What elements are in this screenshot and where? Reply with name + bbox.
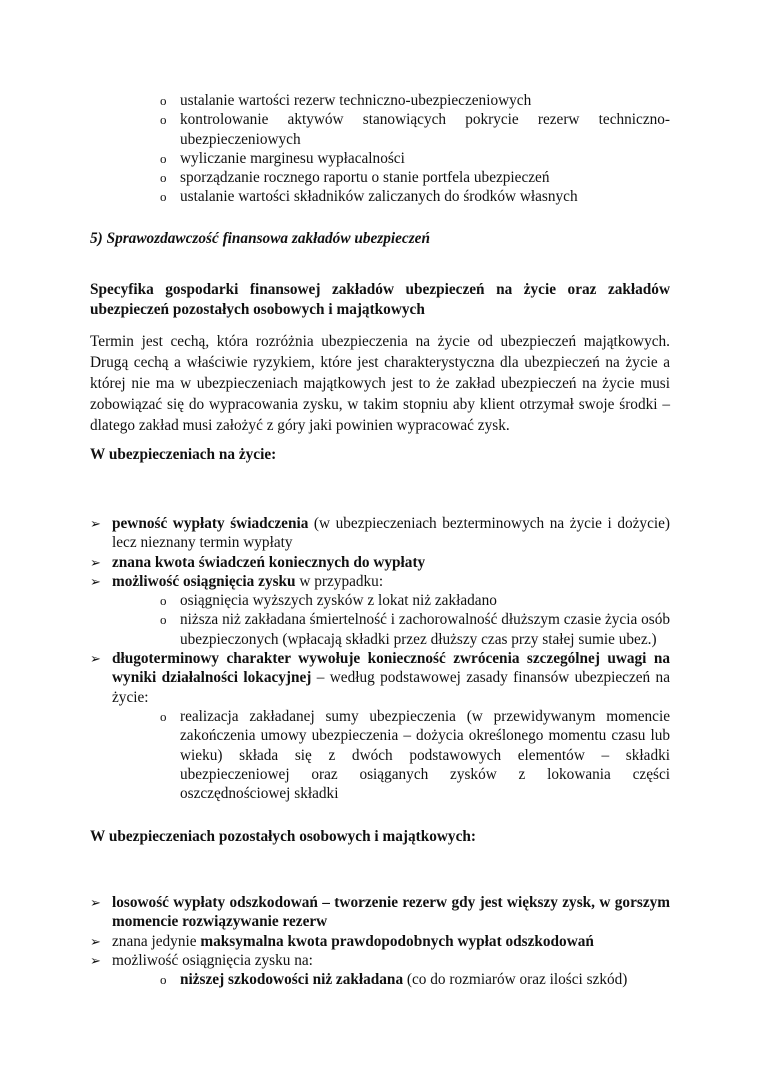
arrow-bullet-icon: ➢ [90,573,101,589]
item-bold-text: możliwość osiągnięcia zysku [112,572,296,590]
list-item [90,610,670,649]
arrow-bullet-icon: ➢ [90,651,101,667]
circle-bullet-icon: o [160,93,167,108]
item-text: (w ubezpieczeniach bezterminowych na życie i dożycie) lecz nieznany termin wypłaty [112,515,670,552]
item-text: – według podstawowej zasady finansów ubezpieczeń na życie: [112,669,670,706]
list-item [90,591,670,610]
arrow-bullet-icon: ➢ [90,952,101,968]
life-list [90,514,670,803]
circle-bullet-icon: o [160,708,167,724]
list-item [90,572,670,591]
list-item [90,514,670,553]
circle-bullet-icon: o [160,112,167,128]
circle-bullet-icon: o [160,170,167,186]
list-item [90,893,670,932]
item-text: niższa niż zakładana śmiertelność i zachorowalność dłuższym czasie życia osób ubezpieczonych (wpłacają składki przez dłuższy czas przy stałej sumie ubez.) [180,611,670,648]
list-item [90,168,670,187]
arrow-bullet-icon: ➢ [90,554,101,570]
top-sublist [90,91,670,207]
other-heading: W ubezpieczeniach pozostałych osobowych i majątkowych: [90,828,476,845]
item-text: wyliczanie marginesu wypłacalności [180,149,405,167]
list-item [90,970,670,989]
list-item [90,149,670,168]
item-bold-text: pewność wypłaty świadczenia [112,515,309,532]
list-item [90,91,670,110]
bold-heading: Specyfika gospodarki finansowej zakładów ubezpieczeń na życie oraz zakładów ubezpieczeń pozostałych osobowych i majątkowych [90,281,670,318]
item-text: realizacja zakładanej sumy ubezpieczenia (w przewidywanym momencie zakończenia umowy ubezpieczenia – dożycia określonego momentu czasu lub wieku) składa się z dwóch podstawowych elementów – składki ubezpieczeniowej oraz osiąganych zysków z lokowania części oszczędnościowej składki [180,707,670,803]
other-list [90,893,670,989]
list-item [90,649,670,707]
section-heading: 5) Sprawozdawczość finansowa zakładów ubezpieczeń [90,230,430,247]
item-bold-text: długoterminowy charakter wywołuje konieczność zwrócenia szczególnej uwagi na wyniki działalności lokacyjnej [112,650,670,687]
circle-bullet-icon: o [160,189,167,205]
list-item [90,951,670,970]
circle-bullet-icon: o [160,150,167,166]
list-item [90,932,670,951]
item-text: w przypadku: [295,572,384,590]
item-text: możliwość osiągnięcia zysku na: [112,951,313,969]
list-item [90,110,670,149]
arrow-bullet-icon: ➢ [90,516,101,531]
item-bold-text: losowość wypłaty odszkodowań – tworzenie rezerw gdy jest większy zysk, w gorszym momencie rozwiązywanie rezerw [112,894,670,931]
list-item [90,187,670,206]
intro-paragraph: Termin jest cechą, która rozróżnia ubezpieczenia na życie od ubezpieczeń majątkowych. Drugą cechą a właściwie ryzykiem, które jest charakterystyczna dla ubezpieczeń na życie a której nie ma w ubezpieczeniach majątkowych jest to że zakład ubezpieczeń na życie musi zobowiązać się do wypracowania zysku, w takim stopniu aby klient otrzymał swoje środki – dlatego zakład musi założyć z góry jaki powinien wypracować zysk. [90,333,670,434]
item-bold-text: znana kwota świadczeń koniecznych do wypłaty [112,553,426,571]
item-text: ustalanie wartości rezerw techniczno-ubezpieczeniowych [180,92,532,109]
circle-bullet-icon: o [160,972,167,988]
item-text: znana jedynie [112,932,201,950]
item-text: ustalanie wartości składników zaliczanych do środków własnych [180,188,578,206]
list-item [90,553,670,572]
list-item [90,707,670,803]
arrow-bullet-icon: ➢ [90,933,101,949]
item-text: kontrolowanie aktywów stanowiących pokrycie rezerw techniczno-ubezpieczeniowych [180,111,670,148]
circle-bullet-icon: o [160,593,167,609]
item-bold-text: maksymalna kwota prawdopodobnych wypłat odszkodowań [200,932,594,950]
item-text: sporządzanie rocznego raportu o stanie portfela ubezpieczeń [180,169,550,187]
item-text: (co do rozmiarów oraz ilości szkód) [403,971,628,989]
item-text: osiągnięcia wyższych zysków z lokat niż zakładano [180,592,497,610]
circle-bullet-icon: o [160,612,167,628]
item-bold-text: niższej szkodowości niż zakładana [180,971,404,989]
life-heading: W ubezpieczeniach na życie: [90,446,277,463]
arrow-bullet-icon: ➢ [90,895,101,910]
